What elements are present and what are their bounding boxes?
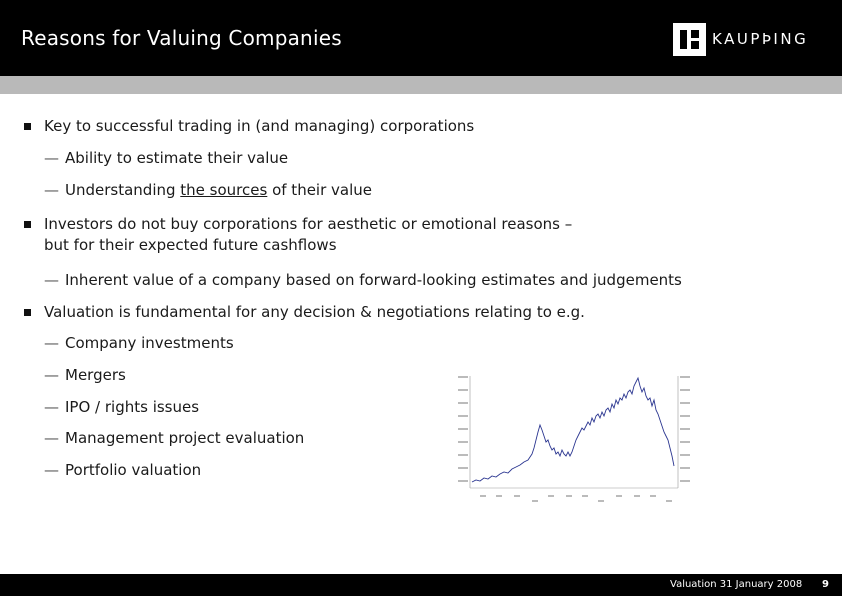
chart-axis-ticks <box>458 376 690 502</box>
sub-bullet-text-post: of their value <box>267 181 372 199</box>
bullet-3 <box>24 302 585 323</box>
dash-icon: — <box>44 366 59 384</box>
chart-frame <box>470 376 678 488</box>
bullet-square-icon <box>24 123 31 130</box>
bullet-2 <box>24 214 572 256</box>
header-bar <box>0 0 842 76</box>
sub-bullet-text: Company investments <box>65 334 234 352</box>
sub-bullet <box>44 270 682 291</box>
sub-bullet <box>44 333 234 354</box>
sub-bullet-text: Mergers <box>65 366 126 384</box>
kaupthing-logo <box>673 22 808 56</box>
sub-bullet-text: IPO / rights issues <box>65 398 200 416</box>
logo-text: KAUPÞING <box>712 30 809 48</box>
logo-mark-icon <box>673 23 706 56</box>
bullet-1 <box>24 116 474 137</box>
sub-bullet <box>44 460 201 481</box>
dash-icon: — <box>44 429 59 447</box>
dash-icon: — <box>44 149 59 167</box>
sub-bullet <box>44 365 126 386</box>
sub-bullet-text: Ability to estimate their value <box>65 149 289 167</box>
footer-text: Valuation 31 January 2008 <box>670 579 803 590</box>
dash-icon: — <box>44 181 59 199</box>
bullet-square-icon <box>24 309 31 316</box>
bullet-text: Key to successful trading in (and managing) corporations <box>44 117 475 135</box>
sub-bullet <box>44 428 304 449</box>
dash-icon: — <box>44 398 59 416</box>
bullet-square-icon <box>24 221 31 228</box>
bullet-text: Valuation is fundamental for any decision & negotiations relating to e.g. <box>44 303 585 321</box>
sub-bullet-text-pre: Understanding <box>65 181 181 199</box>
bullet-text: Investors do not buy corporations for aesthetic or emotional reasons – but for their expected future cashflows <box>44 215 573 254</box>
sub-bullet <box>44 180 372 201</box>
sub-bullet-text: Management project evaluation <box>65 429 305 447</box>
page-number: 9 <box>822 579 829 590</box>
sub-bullet-text: Inherent value of a company based on forward-looking estimates and judgements <box>65 271 682 289</box>
footer-bar <box>0 574 842 596</box>
dash-icon: — <box>44 271 59 289</box>
page-title: Reasons for Valuing Companies <box>21 26 342 50</box>
stock-price-chart-image <box>446 370 696 510</box>
sub-bullet <box>44 148 288 169</box>
sub-bullet <box>44 397 199 418</box>
dash-icon: — <box>44 461 59 479</box>
sub-bullet-text: Portfolio valuation <box>65 461 202 479</box>
sub-bullet-underlined: the sources <box>180 181 268 199</box>
divider-bar <box>0 76 842 94</box>
price-line <box>472 378 674 482</box>
dash-icon: — <box>44 334 59 352</box>
